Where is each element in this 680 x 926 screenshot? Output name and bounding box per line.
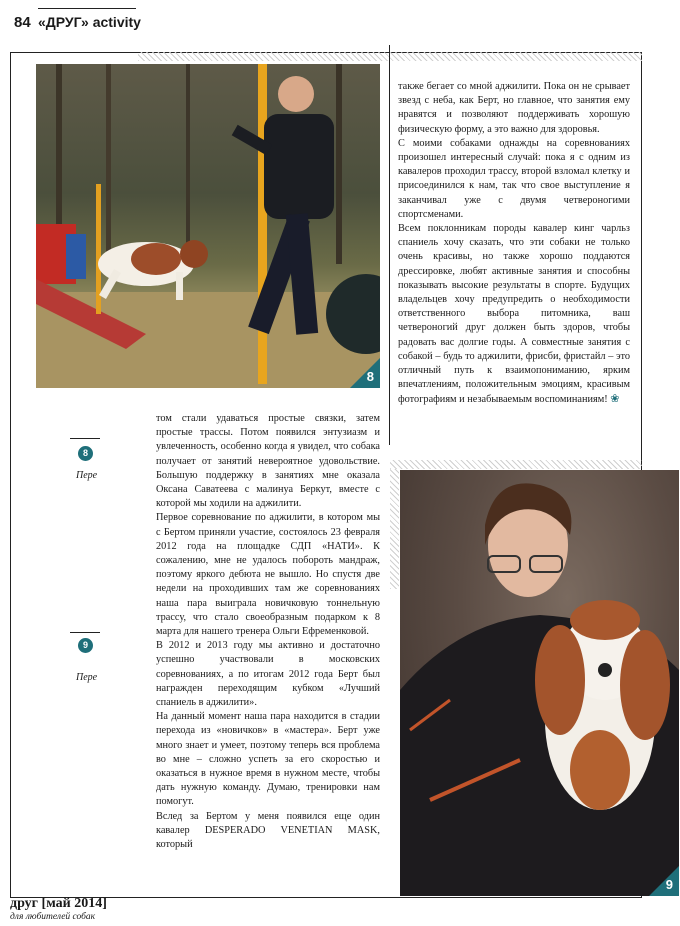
paragraph: том стали удаваться простые связки, затем простые трассы. Потом появился энтузиазм и увлеченность, особенно когда я увидел, что собака получает от занятий невероятное удовольствие. Большую поддержку в занятиях мне оказала Оксана Саватеева с малинуа Беркут, вместе с которой мы ходили на аджилити. xyxy=(156,413,380,510)
column-divider xyxy=(389,45,390,445)
paragraph xyxy=(398,222,630,408)
left-column xyxy=(156,412,380,852)
paragraph: Первое соревнование по аджилити, в котором мы с Бертом приняли участие, состоялось 23 февраля 2012 года на площадке СДП «НАТИ». К сожалению, мне не удалось побороть мандраж, поэтому яркого дебюта не вышло. Но спустя две недели на проходивших там же соревнованиях наша пара выиграла новичковую тоннельную трассу, что стало своеобразным подарком к 8 марта для нашего тренера Ольги Ефременковой. xyxy=(156,512,380,638)
caption-rule xyxy=(70,438,100,439)
portrait-illustration xyxy=(400,470,679,896)
hatch-mid xyxy=(390,460,642,469)
photo-badge-8: 8 xyxy=(366,369,374,384)
footer-title: друг [май 2014] xyxy=(10,896,107,911)
caption-rule xyxy=(70,632,100,633)
hatch-top xyxy=(138,52,642,61)
caption-number-9: 9 xyxy=(78,638,93,653)
agility-photo xyxy=(36,64,380,388)
portrait-photo xyxy=(400,470,679,896)
paragraph: В 2012 и 2013 году мы активно и достаточно успешно участвовали в московских соревнованиях, а по итогам 2012 года Берт был награжден переходящим кубком «Лучший спаниель в аджилити». xyxy=(156,640,380,709)
paragraph: Вслед за Бертом у меня появился еще один кавалер DESPERADO VENETIAN MASK, который xyxy=(156,810,380,851)
caption-text-9: Пере xyxy=(76,672,98,683)
agility-illustration xyxy=(36,64,380,388)
right-column xyxy=(398,80,630,408)
page-number: 84 xyxy=(14,14,31,31)
paragraph: С моими собаками однажды на соревнованиях произошел интересный случай: пока я с одним из кавалеров проходил трассу, второй взломал клетку и присоединился к нам, так что свое выступление я заканчивал уже с двумя четвероногими спортсменами. xyxy=(398,137,630,220)
caption-text-8: Пере xyxy=(76,470,98,481)
caption-number-8: 8 xyxy=(78,446,93,461)
header-rule xyxy=(38,8,136,9)
photo-badge-9: 9 xyxy=(665,877,673,892)
section-title: «ДРУГ» activity xyxy=(38,14,141,30)
paw-icon: ❀ xyxy=(610,393,620,406)
paragraph-text: Всем поклонникам породы кавалер кинг чарльз спаниель хочу сказать, что эти собаки не только очень красивы, но также хорошо поддаются дрессировке, любят активные занятия и способны показывать высокие результаты в спорте. Будущих владельцев хочу предупредить о необходимости ответственного выбора питомника, ваш четвероногий друг должен быть здоров, чтобы радовать вас долгие годы. А совместные занятия с собакой – будь то аджилити, фрисби, фристайл – это отличный путь к взаимопониманию, ярким впечатлениям, положительным эмоциям, красивым фотографиям и незабываемым воспоминаниям! xyxy=(398,223,630,406)
hatch-side xyxy=(390,469,399,589)
footer-subtitle: для любителей собак xyxy=(10,912,96,922)
paragraph: также бегает со мной аджилити. Пока он не срывает звезд с неба, как Берт, но главное, что занятия ему нравятся и позволяют поддерживать хорошую физическую форму, а это важно для здоровья. xyxy=(398,81,630,135)
paragraph: На данный момент наша пара находится в стадии перехода из «новичков» в «мастера». Берт уже много знает и умеет, поэтому теперь вся проблема во мне – сложно успеть за его скоростью и оказаться в нужное время в нужном месте, чтобы дать нужную команду. Думаю, тренировки нам помогут. xyxy=(156,711,380,808)
